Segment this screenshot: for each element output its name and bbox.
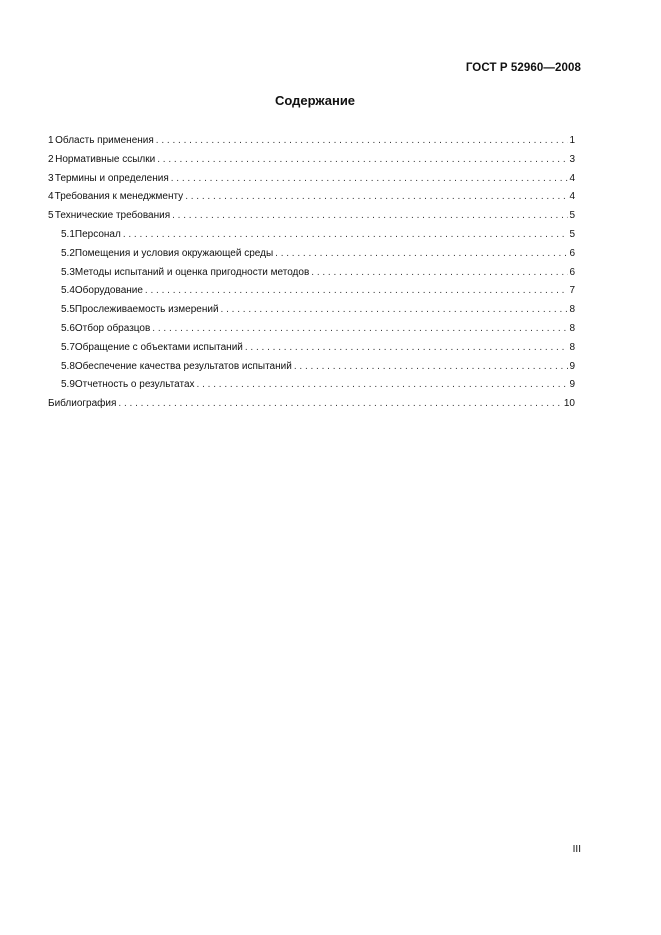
toc-entry-number: 2 bbox=[48, 153, 54, 165]
toc-entry-label: Персонал bbox=[74, 228, 121, 240]
toc-entry-number: 5.5 bbox=[61, 304, 75, 316]
toc-entry[interactable] bbox=[48, 304, 575, 323]
toc-leader-dots bbox=[123, 229, 569, 241]
toc-entry-page: 9 bbox=[569, 379, 575, 391]
toc-entry-label: Помещения и условия окружающей среды bbox=[74, 247, 274, 259]
toc-entry-number: 5.9 bbox=[61, 379, 75, 391]
toc-entry-page: 5 bbox=[569, 210, 575, 222]
toc-entry-label: Область применения bbox=[55, 135, 154, 146]
toc-entry-page: 8 bbox=[569, 341, 575, 353]
toc-entry-label: Технические требования bbox=[54, 210, 171, 222]
toc-entry-page: 10 bbox=[563, 398, 575, 410]
toc-entry-number: 3 bbox=[48, 172, 54, 184]
toc-leader-dots bbox=[185, 191, 568, 203]
toc-leader-dots bbox=[221, 304, 569, 316]
toc-entry-number: 5 bbox=[48, 210, 54, 222]
toc-entry[interactable] bbox=[48, 135, 575, 154]
toc-entry-page: 6 bbox=[569, 266, 575, 278]
toc-entry-page: 8 bbox=[569, 322, 575, 334]
toc-entry[interactable] bbox=[48, 361, 575, 380]
toc-entry[interactable] bbox=[48, 285, 575, 304]
toc-entry[interactable] bbox=[48, 379, 575, 398]
toc-leader-dots bbox=[294, 361, 569, 373]
toc-leader-dots bbox=[245, 342, 569, 354]
toc-entry-number: 5.1 bbox=[61, 228, 75, 240]
toc-entry-number: 5.7 bbox=[61, 341, 75, 353]
toc-entry-label: Отчетность о результатах bbox=[74, 379, 195, 391]
toc-leader-dots bbox=[172, 210, 568, 222]
toc-entry-page: 4 bbox=[569, 191, 575, 203]
toc-title: Содержание bbox=[274, 93, 356, 108]
toc-entry-page: 3 bbox=[569, 153, 575, 165]
toc-entry[interactable] bbox=[48, 398, 575, 417]
toc-entry[interactable] bbox=[48, 248, 575, 267]
toc-leader-dots bbox=[157, 154, 568, 166]
toc-entry-page: 7 bbox=[569, 285, 575, 297]
toc-entry-label: Оборудование bbox=[74, 285, 143, 297]
toc-entry-number: 5.6 bbox=[61, 322, 75, 334]
toc-entry[interactable] bbox=[48, 154, 575, 173]
toc-leader-dots bbox=[171, 173, 569, 185]
toc-entry-page: 5 bbox=[569, 228, 575, 240]
toc-entry-label: Требования к менеджменту bbox=[54, 191, 184, 203]
toc-entry-page: 6 bbox=[569, 247, 575, 259]
toc-entry-label: Нормативные ссылки bbox=[55, 153, 156, 165]
toc-entry-label: Методы испытаний и оценка пригодности методов bbox=[74, 266, 310, 278]
toc-entry-number: 5.3 bbox=[61, 266, 75, 278]
toc-entry-label: Отбор образцов bbox=[74, 322, 151, 334]
toc-leader-dots bbox=[275, 248, 568, 260]
document-code: ГОСТ Р 52960—2008 bbox=[465, 62, 581, 74]
toc-entry[interactable] bbox=[48, 191, 575, 210]
toc-entry-page: 8 bbox=[569, 304, 575, 316]
toc-leader-dots bbox=[152, 323, 568, 335]
toc-entry[interactable] bbox=[48, 210, 575, 229]
toc-entry[interactable] bbox=[48, 173, 575, 192]
toc-entry-label: Термины и определения bbox=[54, 172, 169, 184]
toc-entry-number: 5.8 bbox=[61, 360, 75, 372]
page-number: III bbox=[572, 844, 581, 855]
toc-entry-number: 5.2 bbox=[61, 247, 75, 259]
toc-leader-dots bbox=[118, 398, 562, 410]
toc-entry-page: 1 bbox=[569, 135, 575, 146]
toc-entry-number: 4 bbox=[48, 191, 54, 203]
toc-leader-dots bbox=[311, 267, 568, 279]
toc-leader-dots bbox=[156, 135, 569, 147]
toc-entry[interactable] bbox=[48, 323, 575, 342]
toc-entry-number: 5.4 bbox=[61, 285, 75, 297]
toc-entry-label: Обращение с объектами испытаний bbox=[74, 341, 243, 353]
toc-entry-label: Библиография bbox=[48, 398, 117, 410]
toc-entry-label: Прослеживаемость измерений bbox=[74, 304, 219, 316]
toc-entry[interactable] bbox=[48, 267, 575, 286]
toc-entry-number: 1 bbox=[48, 135, 54, 146]
toc-leader-dots bbox=[197, 379, 569, 391]
toc-entry-page: 4 bbox=[569, 172, 575, 184]
toc-entry-label: Обеспечение качества результатов испытаний bbox=[74, 360, 292, 372]
toc-leader-dots bbox=[145, 285, 569, 297]
toc-entry[interactable] bbox=[48, 342, 575, 361]
toc-entry-page: 9 bbox=[569, 360, 575, 372]
table-of-contents bbox=[48, 135, 575, 417]
toc-entry[interactable] bbox=[48, 229, 575, 248]
